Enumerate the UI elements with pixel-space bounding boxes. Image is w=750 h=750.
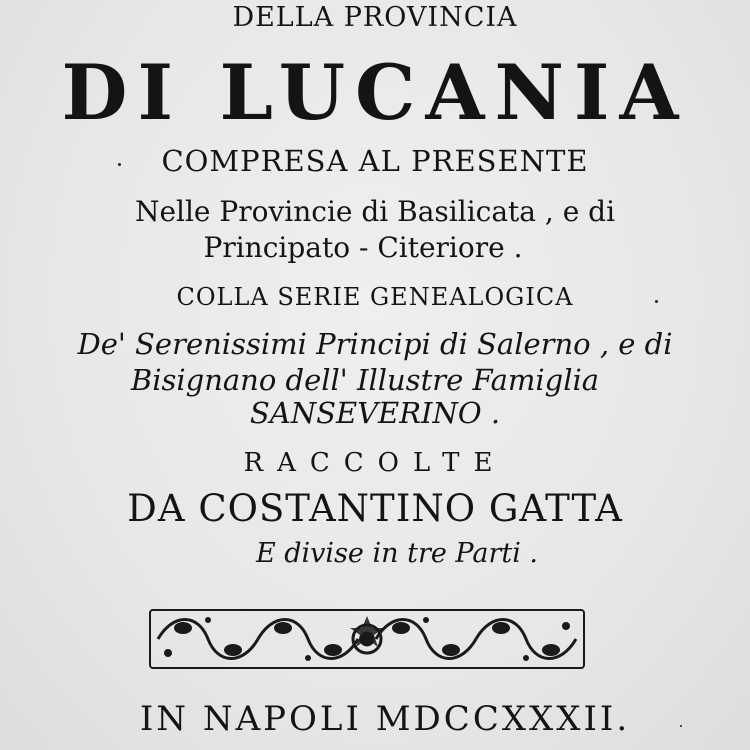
ink-speck [118, 163, 121, 166]
ink-speck [655, 300, 658, 303]
subtitle-principato: Principato - Citeriore . [203, 231, 523, 264]
subtitle-provincie: Nelle Provincie di Basilicata , e di [134, 195, 616, 228]
floral-vignette-icon [148, 608, 586, 670]
subtitle-serie-genealogica: COLLA SERIE GENEALOGICA [176, 283, 574, 311]
divise-tre-parti: E divise in tre Parti . [255, 538, 539, 569]
raccolte-spaced: RACCOLTE [243, 448, 507, 478]
italic-principi-salerno: De' Serenissimi Principi di Salerno , e di [77, 327, 673, 361]
imprint-place-date: IN NAPOLI MDCCXXXII. [139, 699, 631, 739]
ink-speck [680, 725, 682, 727]
italic-sanseverino: SANSEVERINO . [249, 396, 501, 430]
title-line-della-provincia: DELLA PROVINCIA [232, 2, 518, 33]
author-name: DA COSTANTINO GATTA [127, 487, 623, 530]
italic-bisignano: Bisignano dell' Illustre Famiglia [130, 363, 600, 397]
subtitle-compresa: COMPRESA AL PRESENTE [161, 144, 589, 178]
title-line-di-lucania: DI LUCANIA [61, 48, 689, 137]
